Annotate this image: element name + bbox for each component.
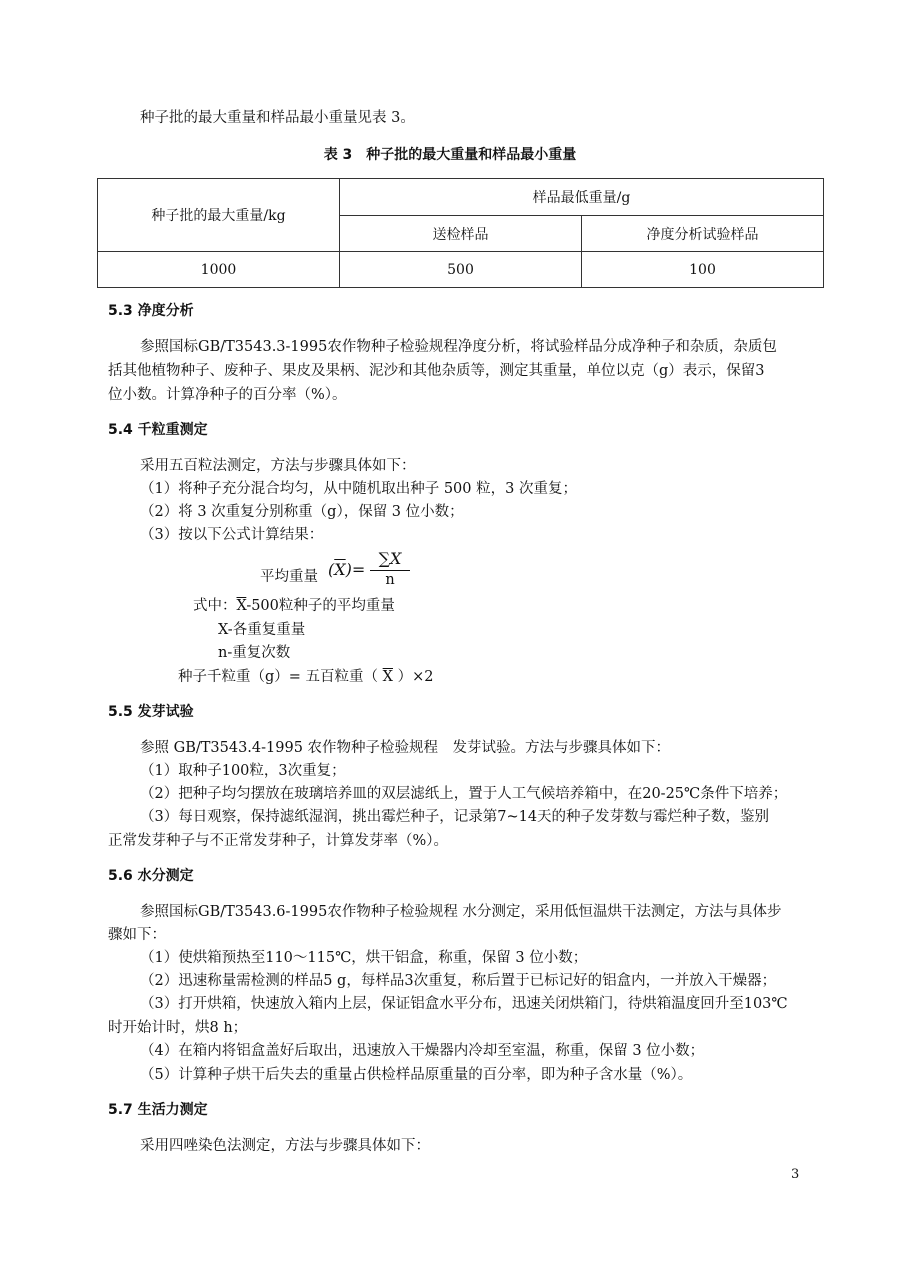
paragraph-line: （2）把种子均匀摆放在玻璃培养皿的双层滤纸上，置于人工气候培养箱中，在20-25℃条件下培养； xyxy=(140,786,788,802)
paragraph-line: （2）将 3 次重复分别称重（g），保留 3 位小数； xyxy=(140,504,464,520)
paragraph-line: （3）打开烘箱，快速放入箱内上层，保证铝盒水平分布，迅速关闭烘箱门，待烘箱温度回升至103℃ xyxy=(140,996,788,1012)
thousand-seed-weight-formula: 种子千粒重（g）= 五百粒重（ $\overline{X}$ ）×2 xyxy=(178,669,434,685)
table-cell: 100 xyxy=(582,252,824,288)
formula-numerator: ∑X xyxy=(378,549,402,568)
table-header-min-sample-weight: 样品最低重量/g xyxy=(340,179,824,216)
table-subheader-submitted-sample: 送检样品 xyxy=(340,216,582,252)
paragraph-line: （1）取种子100粒，3次重复； xyxy=(140,763,346,779)
weight-table xyxy=(97,178,824,288)
paragraph-line: （3）每日观察，保持滤纸湿润，挑出霉烂种子，记录第7~14天的种子发芽数与霉烂种子数，鉴别 xyxy=(140,809,770,825)
formula-fraction xyxy=(370,548,410,589)
section-heading-5-7: 5.7 生活力测定 xyxy=(108,1102,208,1118)
section-heading-5-6: 5.6 水分测定 xyxy=(108,868,194,884)
paragraph-line: （4）在箱内将铝盒盖好后取出，迅速放入干燥器内冷却至室温，称重，保留 3 位小数； xyxy=(140,1043,705,1059)
paragraph-line: 括其他植物种子、废种子、果皮及果柄、泥沙和其他杂质等，测定其重量，单位以克（g）表示，保留3 xyxy=(108,363,765,379)
paragraph-line: 参照国标GB/T3543.3-1995农作物种子检验规程净度分析，将试验样品分成净种子和杂质，杂质包 xyxy=(140,339,777,355)
table-cell: 1000 xyxy=(98,252,340,288)
paragraph-line: 参照国标GB/T3543.6-1995农作物种子检验规程 水分测定，采用低恒温烘干法测定，方法与具体步 xyxy=(140,904,782,920)
table-caption: 表 3 种子批的最大重量和样品最小重量 xyxy=(323,147,577,163)
section-heading-5-4: 5.4 千粒重测定 xyxy=(108,422,208,438)
paragraph-line: （1）使烘箱预热至110～115℃，烘干铝盒，称重，保留 3 位小数； xyxy=(140,950,588,966)
formula-where-line: 式中：$\overline{X}-500$粒种子的平均重量 xyxy=(193,598,395,614)
paragraph-line: （5）计算种子烘干后失去的重量占供检样品原重量的百分率，即为种子含水量（%）。 xyxy=(140,1067,693,1083)
table-header-max-weight: 种子批的最大重量/kg xyxy=(98,179,340,252)
section-heading-5-5: 5.5 发芽试验 xyxy=(108,704,194,720)
paragraph-line: 采用五百粒法测定，方法与步骤具体如下： xyxy=(140,458,416,474)
paragraph-line: 正常发芽种子与不正常发芽种子，计算发芽率（%）。 xyxy=(108,833,449,849)
table-cell: 500 xyxy=(340,252,582,288)
paragraph-line: 时开始计时，烘8 h； xyxy=(108,1020,248,1036)
formula-where-line: X-各重复重量 xyxy=(218,622,306,638)
paragraph-line: 骤如下： xyxy=(108,927,166,943)
paragraph-line: （1）将种子充分混合均匀，从中随机取出种子 500 粒，3 次重复； xyxy=(140,481,577,497)
paragraph-line: （3）按以下公式计算结果： xyxy=(140,527,324,543)
page-number: 3 xyxy=(791,1167,800,1182)
section-heading-5-3: 5.3 净度分析 xyxy=(108,303,194,319)
formula-where-line: n-重复次数 xyxy=(218,645,291,661)
formula-mean-symbol: $(\overline{X})=$ xyxy=(328,560,366,579)
paragraph-line: （2）迅速称量需检测的样品5 g，每样品3次重复，称后置于已标记好的铝盒内，一并放入干燥器； xyxy=(140,973,777,989)
paragraph-line: 位小数。计算净种子的百分率（%）。 xyxy=(108,387,347,403)
formula-label: 平均重量 xyxy=(260,569,318,585)
table-row xyxy=(98,252,824,288)
paragraph-line: 采用四唑染色法测定，方法与步骤具体如下： xyxy=(140,1138,430,1154)
paragraph-line: 参照 GB/T3543.4-1995 农作物种子检验规程 发芽试验。方法与步骤具体如下： xyxy=(140,740,671,756)
intro-text: 种子批的最大重量和样品最小重量见表 3。 xyxy=(140,110,415,126)
formula-denominator: n xyxy=(385,572,395,588)
table-subheader-purity-sample: 净度分析试验样品 xyxy=(582,216,824,252)
